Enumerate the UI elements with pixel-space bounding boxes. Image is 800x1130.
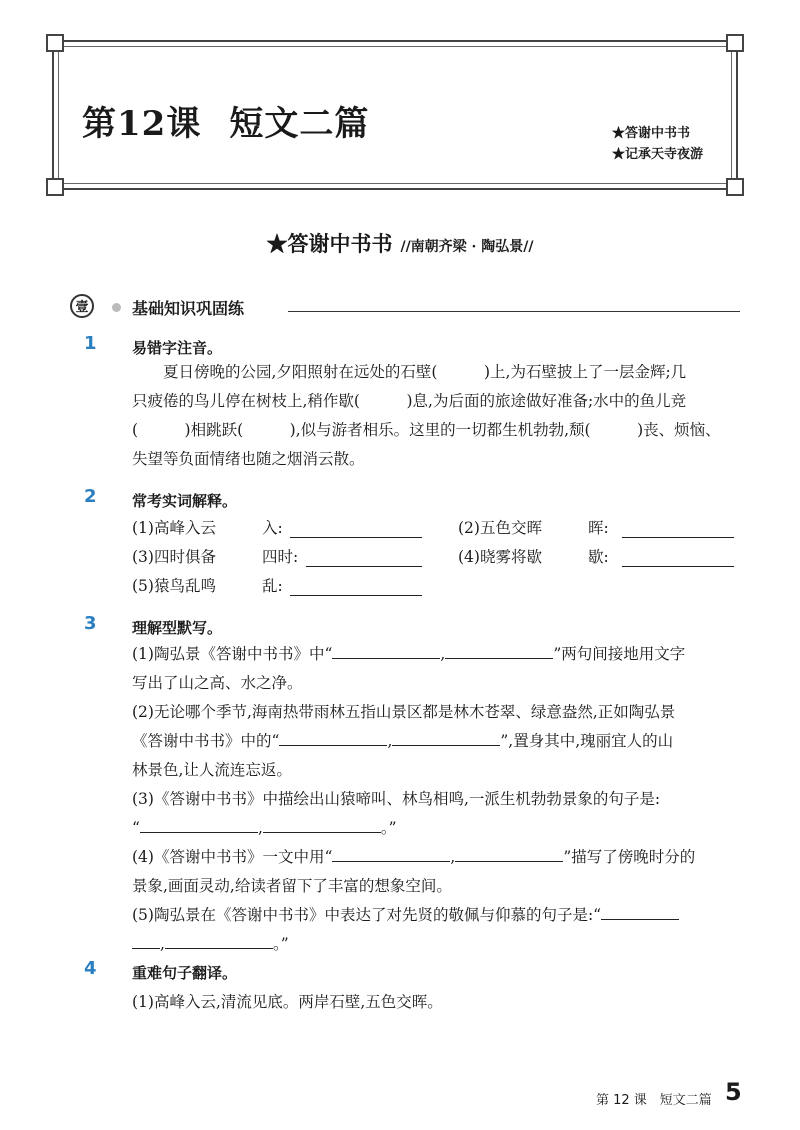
answer-blank[interactable] [601,903,679,920]
answer-blank[interactable] [290,579,422,596]
answer-blank[interactable] [290,521,422,538]
frame-corner [726,34,744,52]
question-passage [132,640,740,959]
question-number: 3 [84,613,97,634]
divider [288,311,740,312]
text-run: (4)《答谢中书书》一文中用“ [132,848,333,866]
term-word: 乱: [262,577,283,595]
answer-blank[interactable] [140,816,258,833]
question-number: 2 [84,486,97,507]
dot-icon [112,303,121,312]
passage-line: 只疲倦的鸟儿停在树枝上,稍作歇( )息,为后面的旅途做好准备;水中的鱼儿竞 [132,392,687,410]
passage-line: (2)无论哪个季节,海南热带雨林五指山景区都是林木苍翠、绿意盎然,正如陶弘景 [132,703,676,721]
passage-line [132,814,740,843]
text-run: (5)陶弘景在《答谢中书书》中表达了对先贤的敬佩与仰慕的句子是:“ [132,906,602,924]
text-run: 。” [380,819,397,837]
question-number: 1 [84,333,97,354]
answer-blank[interactable] [306,550,422,567]
frame-corner [46,34,64,52]
passage-line: 林景色,让人流连忘返。 [132,761,292,779]
text-run: 。” [272,935,289,953]
answer-blank[interactable] [165,932,273,949]
term-word: 歇: [588,548,609,566]
passage-line [132,640,740,669]
question-title: 易错字注音。 [132,339,223,357]
answer-blank[interactable] [622,550,734,567]
answer-blank[interactable] [622,521,734,538]
answer-blank[interactable] [392,729,500,746]
frame-corner [726,178,744,196]
passage-line [132,843,740,872]
text-run: , [440,645,446,663]
answer-blank[interactable] [263,816,381,833]
passage-line: (3)《答谢中书书》中描绘出山猿啼叫、林鸟相鸣,一派生机勃勃景象的句子是: [132,790,661,808]
text-run: ”两句间接地用文字 [553,645,686,663]
text-run: , [160,935,165,953]
term-label: (4)晓雾将歇 [458,548,542,566]
term-word: 入: [262,519,283,537]
term-label: (1)高峰入云 [132,519,216,537]
passage-line: 写出了山之高、水之净。 [132,674,303,692]
lesson-contents [612,123,703,165]
lesson-title [82,96,369,145]
part-heading [70,294,740,322]
text-run: ”描写了傍晚时分的 [563,848,696,866]
text-run: , [450,848,456,866]
answer-blank[interactable] [132,932,160,949]
term-label: (2)五色交晖 [458,519,542,537]
passage-line: 失望等负面情绪也随之烟消云散。 [132,450,365,468]
footer-lesson: 第 12 课 短文二篇 [596,1093,712,1108]
translation-item: (1)高峰入云,清流见底。两岸石壁,五色交晖。 [132,993,443,1011]
lesson-name: 短文二篇 [229,104,370,144]
lesson-content-item: ★记承天寺夜游 [612,147,704,162]
passage-line [132,901,740,930]
seal-icon: 壹 [70,294,94,318]
page-number: 5 [725,1078,742,1106]
passage-line: ( )相跳跃( ),似与游者相乐。这里的一切都生机勃勃,颓( )丧、烦恼、 [132,421,721,439]
part-label: 基础知识巩固练 [132,299,245,318]
text-run: ”,置身其中,瑰丽宜人的山 [500,732,674,750]
lesson-content-item: ★答谢中书书 [612,126,691,141]
passage-line [132,930,740,959]
question-title: 理解型默写。 [132,619,223,637]
answer-blank[interactable] [445,642,553,659]
term-word: 晖: [588,519,609,537]
term-label: (5)猿鸟乱鸣 [132,577,216,595]
answer-blank[interactable] [455,845,563,862]
text-run: (1)陶弘景《答谢中书书》中“ [132,645,333,663]
passage-line: 夏日傍晚的公园,夕阳照射在远处的石壁( )上,为石壁披上了一层金辉;几 [163,363,687,381]
question-title: 常考实词解释。 [132,492,238,510]
frame-corner [46,178,64,196]
question-title: 重难句子翻译。 [132,964,238,982]
question-passage [132,358,740,474]
text-run: “ [132,819,140,837]
text-run: , [257,819,263,837]
section-title [0,228,800,258]
answer-blank[interactable] [332,642,440,659]
passage-line [132,727,740,756]
text-run: , [387,732,393,750]
passage-line: 景象,画面灵动,给读者留下了丰富的想象空间。 [132,877,452,895]
lesson-label: 第12课 [82,104,202,144]
text-run: 《答谢中书书》中的“ [132,732,280,750]
term-label: (3)四时俱备 [132,548,216,566]
answer-blank[interactable] [332,845,450,862]
answer-blank[interactable] [279,729,387,746]
section-title-text: ★答谢中书书 [266,231,393,256]
term-word: 四时: [262,548,299,566]
section-author: //南朝齐梁 · 陶弘景// [400,239,534,255]
question-number: 4 [84,958,97,979]
